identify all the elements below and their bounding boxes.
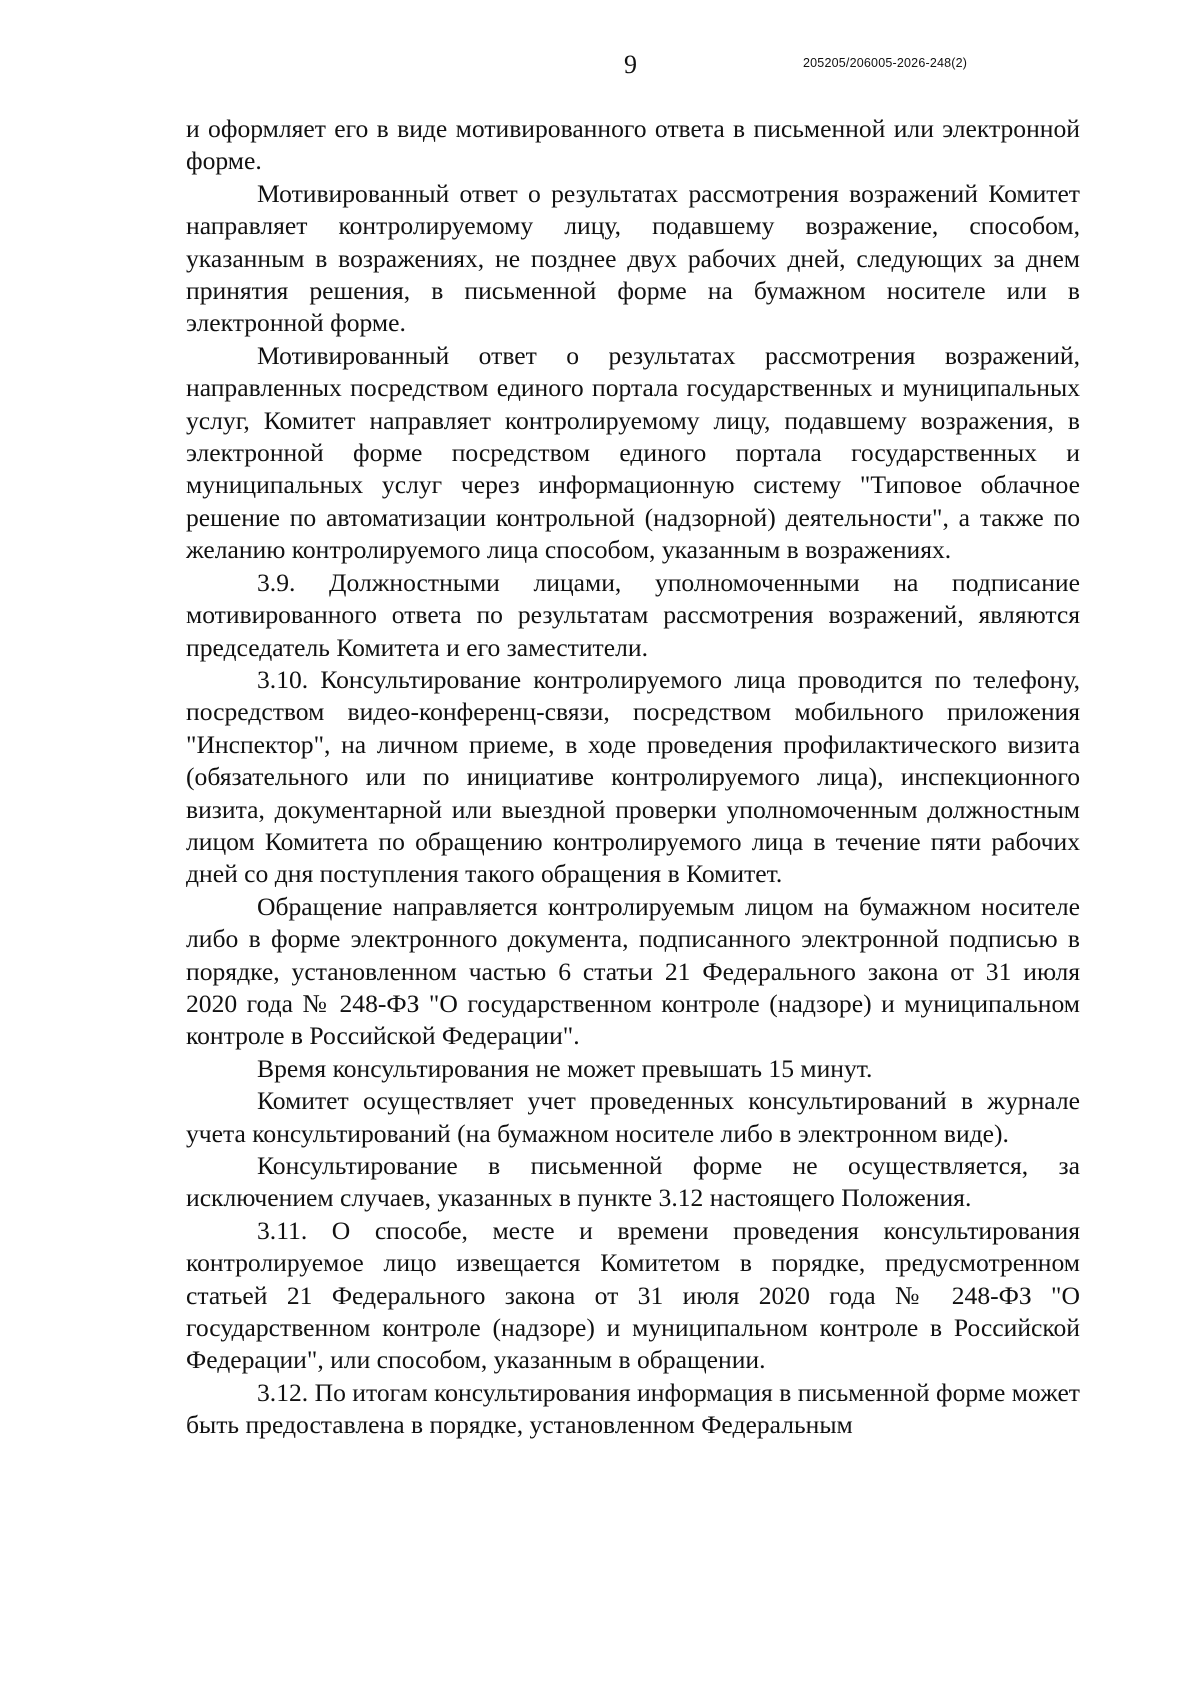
paragraph-3-10: 3.10. Консультирование контролируемого лица проводится по телефону, посредством видео-конференц-связи, посредством мобильного приложения "Инспектор", на личном приеме, в ходе проведения профилактического визита (обязательного или по инициативе контролируемого лица), инспекционного визита, документарной или выездной проверки уполномоченным должностным лицом Комитета по обращению контролируемого лица в течение пяти рабочих дней со дня поступления такого обращения в Комитет. bbox=[186, 664, 1080, 889]
page-number: 9 bbox=[624, 50, 637, 79]
paragraph-3-12: 3.12. По итогам консультирования информация в письменной форме может быть предоставлена в порядке, установленном Федеральным bbox=[186, 1377, 1080, 1440]
paragraph-3-11: 3.11. О способе, месте и времени проведения консультирования контролируемое лицо извещается Комитетом в порядке, предусмотренном статьей 21 Федерального закона от 31 июля 2020 года № 248-ФЗ "О государственном контроле (надзоре) и муниципальном контроле в Российской Федерации", или способом, указанным в обращении. bbox=[186, 1215, 1080, 1375]
paragraph-consult-time: Время консультирования не может превышать 15 минут. bbox=[257, 1053, 873, 1083]
paragraph-portal-answer: Мотивированный ответ о результатах рассмотрения возражений, направленных посредством единого портала государственных и муниципальных услуг, Комитет направляет контролируемому лицу, подавшему возражения, в электронной форме посредством единого портала государственных и муниципальных услуг через информационную систему "Типовое облачное решение по автоматизации контрольной (надзорной) деятельности", а также по желанию контролируемого лица способом, указанным в возражениях. bbox=[186, 340, 1080, 565]
paragraph-appeal: Обращение направляется контролируемым лицом на бумажном носителе либо в форме электронного документа, подписанного электронной подписью в порядке, установленном частью 6 статьи 21 Федерального закона от 31 июля 2020 года № 248-ФЗ "О государственном контроле (надзоре) и муниципальном контроле в Российской Федерации". bbox=[186, 891, 1080, 1051]
document-code: 205205/206005-2026-248(2) bbox=[803, 56, 968, 70]
paragraph-continued: и оформляет его в виде мотивированного ответа в письменной или электронной форме. bbox=[186, 114, 1080, 176]
paragraph-consult-log: Комитет осуществляет учет проведенных консультирований в журнале учета консультирований (на бумажном носителе либо в электронном виде). bbox=[186, 1086, 1080, 1148]
paragraph-motivated-answer: Мотивированный ответ о результатах рассмотрения возражений Комитет направляет контролируемому лицу, подавшему возражение, способом, указанным в возражениях, не позднее двух рабочих дней, следующих за днем принятия решения, в письменной форме на бумажном носителе или в электронной форме. bbox=[186, 178, 1080, 338]
document-body bbox=[186, 113, 1080, 1442]
paragraph-written-consult: Консультирование в письменной форме не осуществляется, за исключением случаев, указанных в пункте 3.12 настоящего Положения. bbox=[186, 1151, 1080, 1213]
paragraph-3-9: 3.9. Должностными лицами, уполномоченными на подписание мотивированного ответа по результатам рассмотрения возражений, являются председатель Комитета и его заместители. bbox=[186, 567, 1080, 662]
